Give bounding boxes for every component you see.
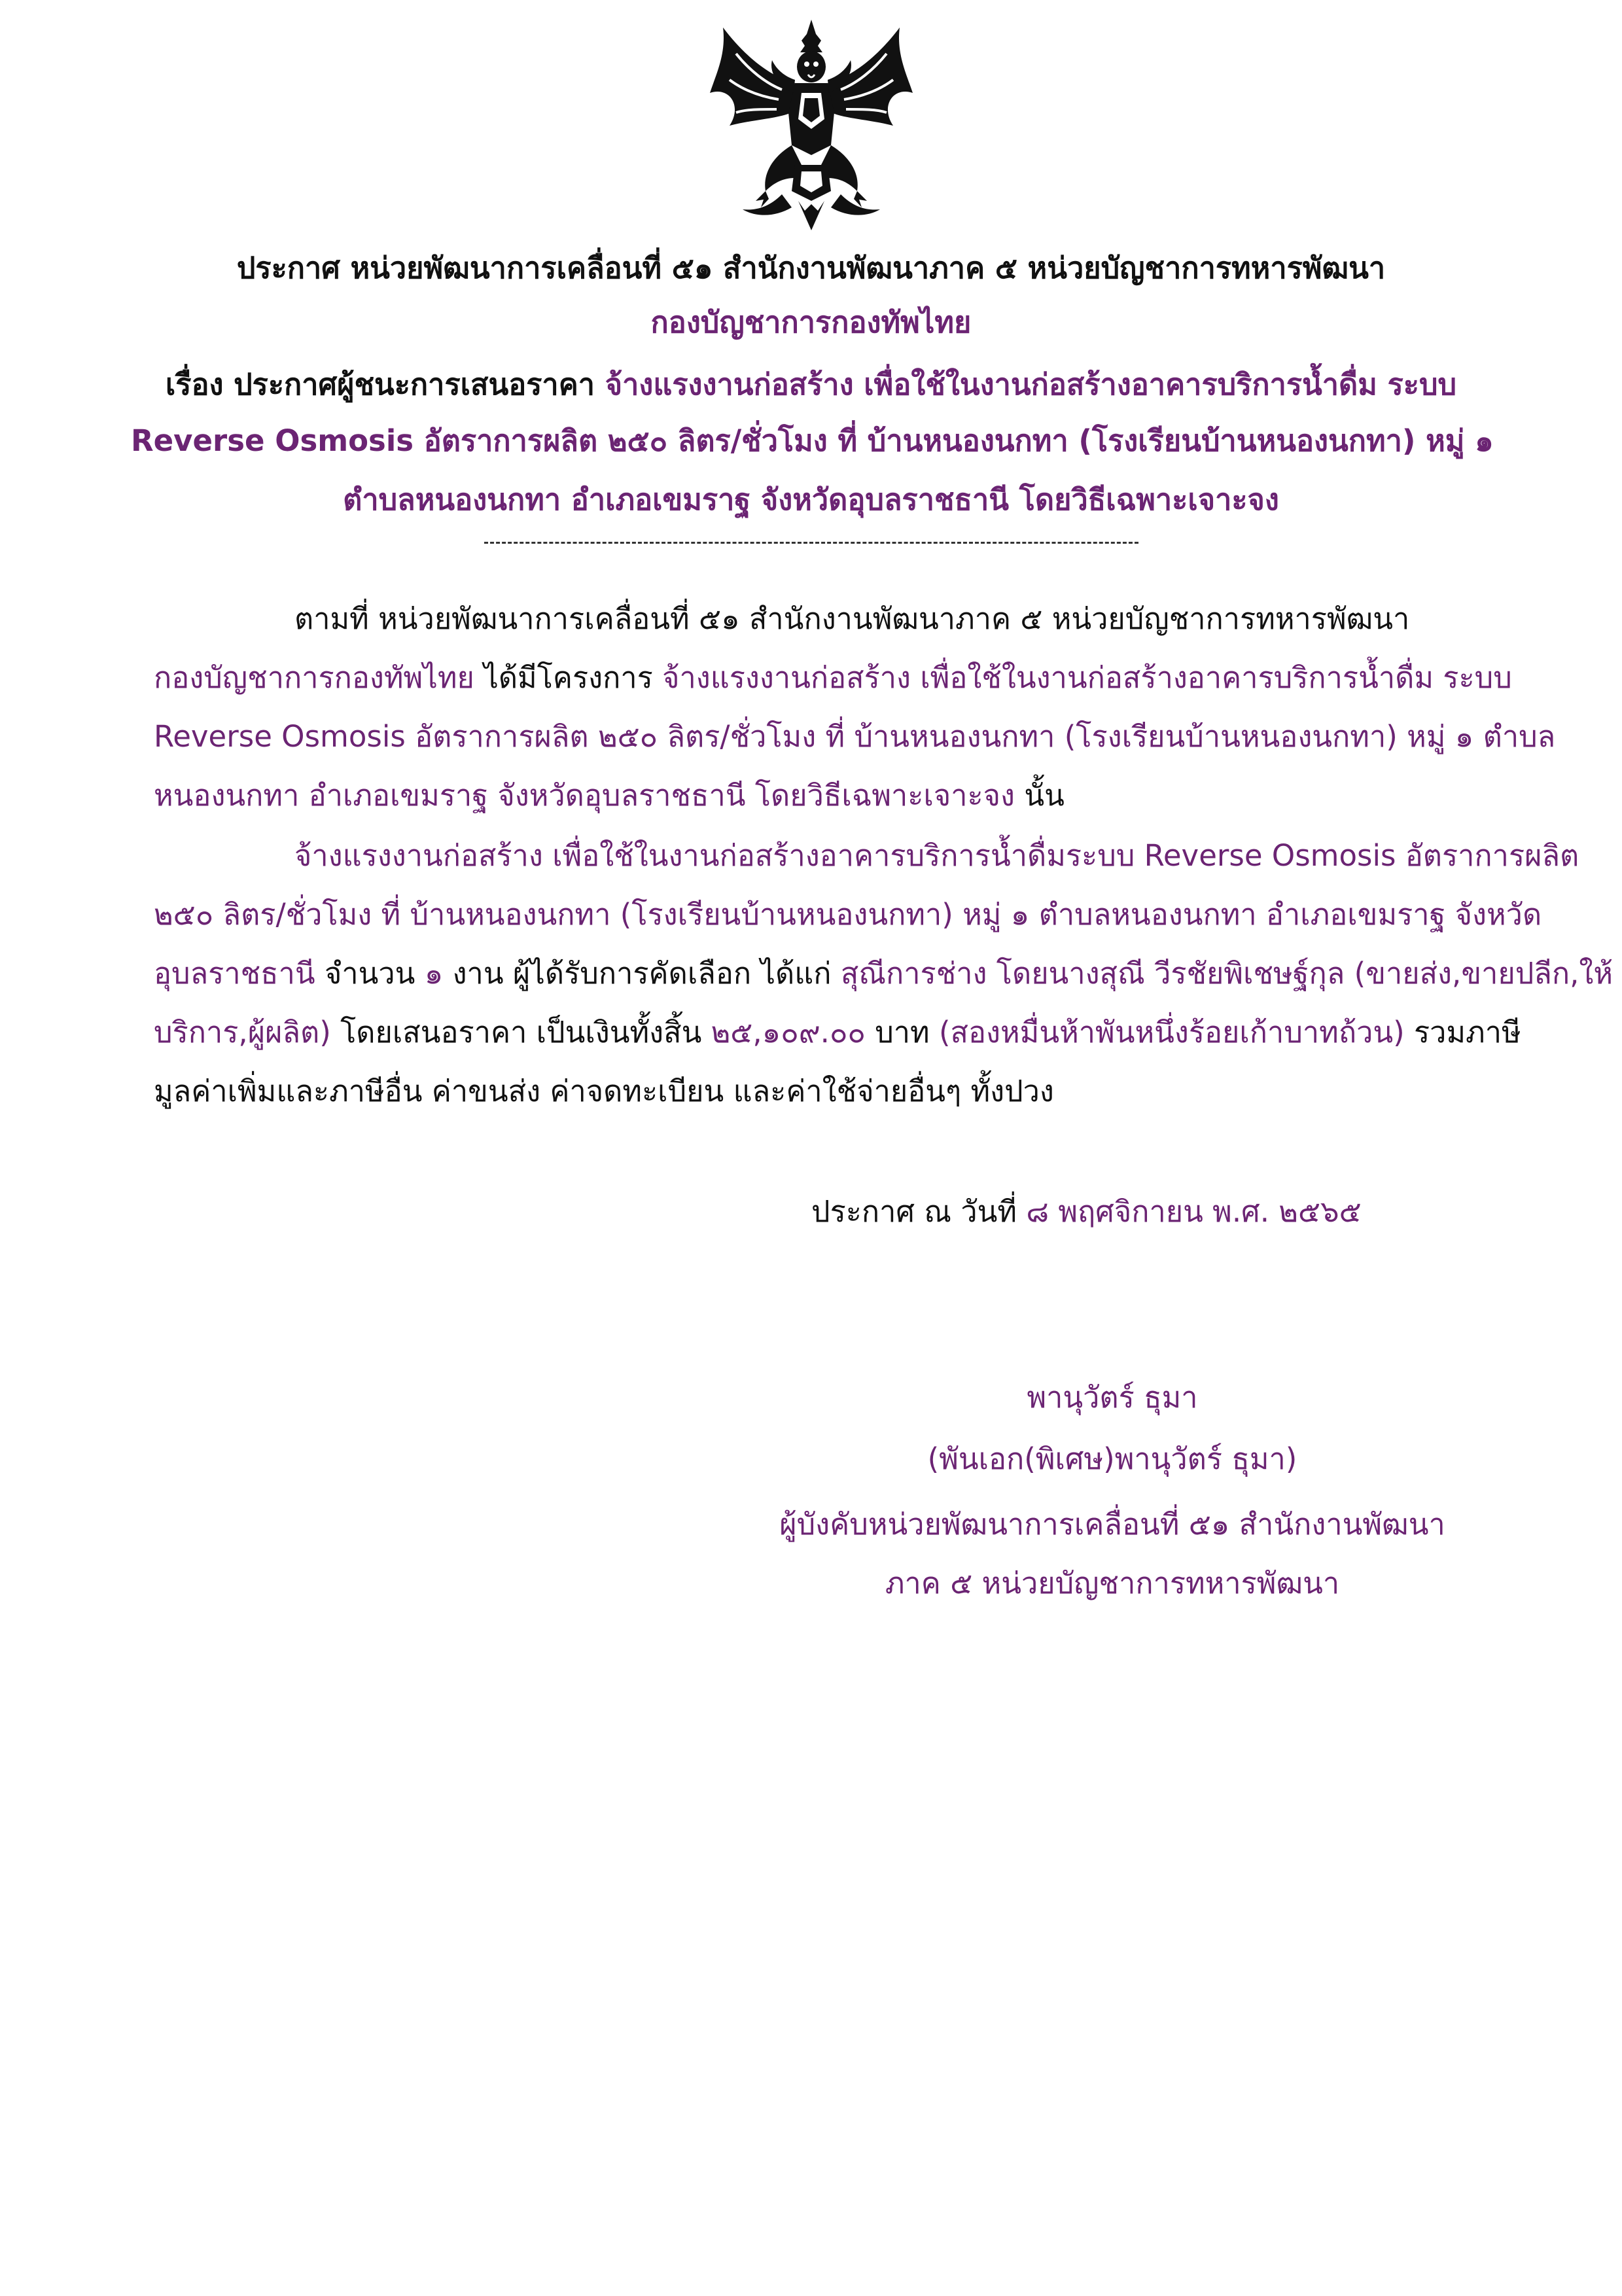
paragraph-1-ending: นั้น bbox=[1015, 778, 1065, 813]
heading-line-3 bbox=[131, 365, 1491, 404]
winner-label: งาน ผู้ได้รับการคัดเลือก ได้แก่ bbox=[443, 956, 841, 991]
garuda-emblem-icon bbox=[703, 14, 919, 237]
quantity-value: ๑ bbox=[424, 956, 444, 991]
announce-date-label: ประกาศ ณ วันที่ bbox=[811, 1194, 1017, 1229]
paragraph-2-line-1: จ้างแรงงานก่อสร้าง เพื่อใช้ในงานก่อสร้างอาคารบริการน้ำดื่มระบบ Reverse Osmosis อัตราการผลิต bbox=[294, 838, 1579, 873]
heading-line-4: Reverse Osmosis อัตราการผลิต ๒๕๐ ลิตร/ชั่วโมง ที่ บ้านหนองนกทา (โรงเรียนบ้านหนองนกทา) หมู่ ๑ bbox=[131, 423, 1494, 458]
price-amount: ๒๕,๑๐๙.๐๐ bbox=[711, 1015, 866, 1050]
winner-name: สุณีการช่าง โดยนางสุณี วีรชัยพิเชษฐ์กุล (ขายส่ง,ขายปลีก,ให้ bbox=[840, 956, 1613, 991]
price-in-words: (สองหมื่นห้าพันหนึ่งร้อยเก้าบาทถ้วน) bbox=[939, 1015, 1405, 1050]
paragraph-2-line-2: ๒๕๐ ลิตร/ชั่วโมง ที่ บ้านหนองนกทา (โรงเรียนบ้านหนองนกทา) หมู่ ๑ ตำบลหนองนกทา อำเภอเขมราฐ จังหวัด bbox=[154, 897, 1542, 932]
heading-subject-text: จ้างแรงงานก่อสร้าง เพื่อใช้ในงานก่อสร้างอาคารบริการน้ำดื่ม ระบบ bbox=[595, 367, 1457, 402]
heading-subject-prefix: เรื่อง ประกาศผู้ชนะการเสนอราคา bbox=[165, 367, 595, 402]
paragraph-1-line-2 bbox=[154, 658, 1512, 698]
paragraph-1-line-1: ตามที่ หน่วยพัฒนาการเคลื่อนที่ ๕๑ สำนักงานพัฒนาภาค ๕ หน่วยบัญชาการทหารพัฒนา bbox=[294, 601, 1410, 636]
org-name: กองบัญชาการกองทัพไทย bbox=[154, 660, 474, 695]
signatory-position-line-1: ผู้บังคับหน่วยพัฒนาการเคลื่อนที่ ๕๑ สำนักงานพัฒนา bbox=[779, 1507, 1445, 1542]
separator-dashed-line bbox=[484, 542, 1138, 544]
announce-date bbox=[811, 1192, 1362, 1231]
tax-label: รวมภาษี bbox=[1404, 1015, 1521, 1050]
project-name: จ้างแรงงานก่อสร้าง เพื่อใช้ในงานก่อสร้างอาคารบริการน้ำดื่ม ระบบ bbox=[662, 660, 1512, 695]
project-location: หนองนกทา อำเภอเขมราฐ จังหวัดอุบลราชธานี โดยวิธีเฉพาะเจาะจง bbox=[154, 778, 1015, 813]
quantity-label: จำนวน bbox=[315, 956, 425, 991]
signatory-name: พานุวัตร์ ธุมา bbox=[1027, 1380, 1198, 1415]
heading-line-2: กองบัญชาการกองทัพไทย bbox=[650, 305, 972, 340]
currency-label: บาท bbox=[865, 1015, 939, 1050]
paragraph-1-line-4 bbox=[154, 776, 1065, 815]
signatory-rank-name: (พันเอก(พิเศษ)พานุวัตร์ ธุมา) bbox=[927, 1441, 1297, 1476]
signatory-position-line-2: ภาค ๕ หน่วยบัญชาการทหารพัฒนา bbox=[885, 1566, 1340, 1600]
heading-line-5: ตำบลหนองนกทา อำเภอเขมราฐ จังหวัดอุบลราชธานี โดยวิธีเฉพาะเจาะจง bbox=[343, 482, 1279, 517]
project-intro: ได้มีโครงการ bbox=[474, 660, 663, 695]
winner-type: บริการ,ผู้ผลิต) bbox=[154, 1015, 331, 1050]
province-name: อุบลราชธานี bbox=[154, 956, 315, 991]
paragraph-2-line-4 bbox=[154, 1013, 1521, 1052]
announce-date-value: ๘ พฤศจิกายน พ.ศ. ๒๕๖๕ bbox=[1017, 1194, 1362, 1229]
paragraph-2-line-5: มูลค่าเพิ่มและภาษีอื่น ค่าขนส่ง ค่าจดทะเบียน และค่าใช้จ่ายอื่นๆ ทั้งปวง bbox=[154, 1074, 1054, 1108]
price-label: โดยเสนอราคา เป็นเงินทั้งสิ้น bbox=[330, 1015, 711, 1050]
heading-line-1: ประกาศ หน่วยพัฒนาการเคลื่อนที่ ๕๑ สำนักงานพัฒนาภาค ๕ หน่วยบัญชาการทหารพัฒนา bbox=[236, 251, 1386, 285]
paragraph-1-line-3: Reverse Osmosis อัตราการผลิต ๒๕๐ ลิตร/ชั่วโมง ที่ บ้านหนองนกทา (โรงเรียนบ้านหนองนกทา) หมู่ ๑ ตำบล bbox=[154, 719, 1556, 754]
paragraph-2-line-3 bbox=[154, 954, 1613, 993]
